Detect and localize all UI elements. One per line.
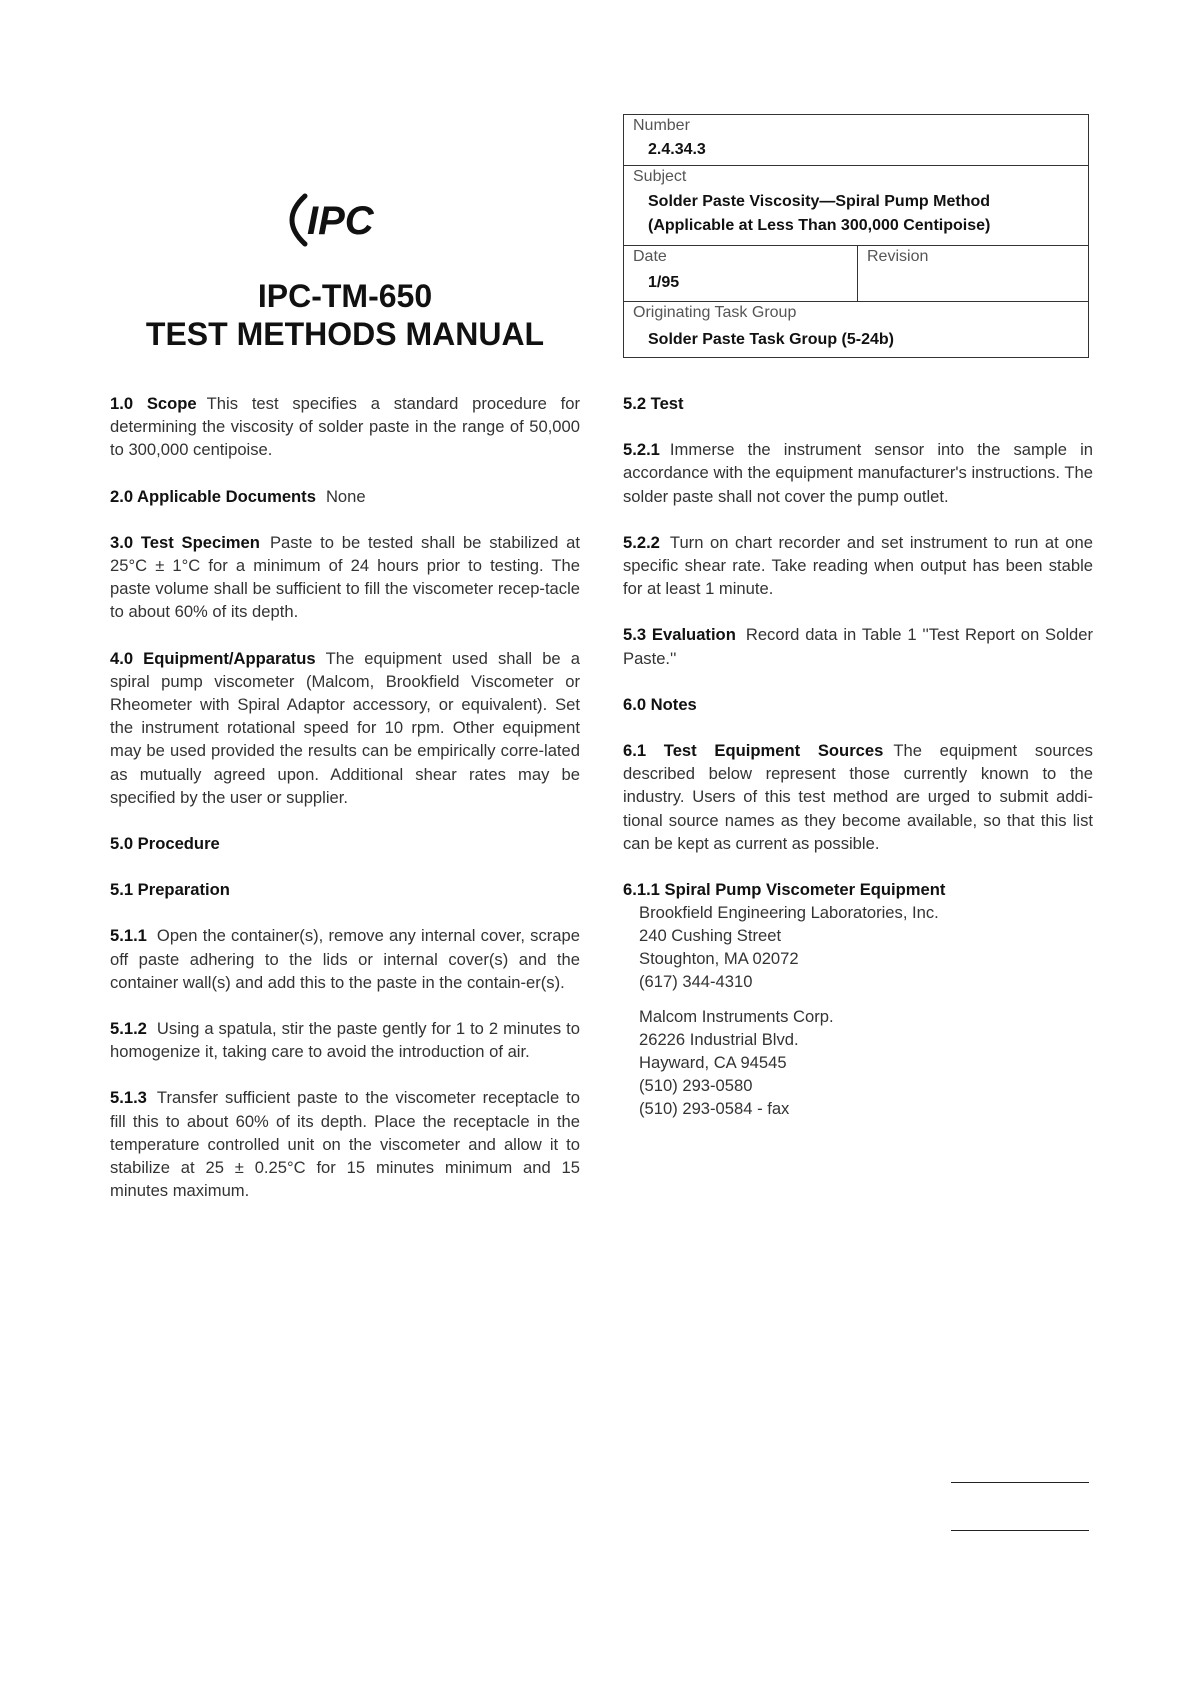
- spiral-pump-heading: 6.1.1 Spiral Pump Viscometer Equipment: [623, 880, 946, 900]
- task-group-row: [624, 302, 1088, 358]
- step-5-1-1-heading: 5.1.1: [110, 926, 147, 946]
- brookfield-address: [639, 901, 1093, 993]
- malcom-line-4: (510) 293-0580: [639, 1076, 753, 1096]
- subject-value: [648, 190, 990, 238]
- scope-section: [110, 392, 580, 462]
- step-5-1-3-heading: 5.1.3: [110, 1088, 147, 1108]
- equipment-sources-section: [623, 739, 1093, 855]
- preparation-heading: 5.1 Preparation: [110, 880, 230, 900]
- malcom-line-5: (510) 293-0584 - fax: [639, 1099, 790, 1119]
- test-specimen-heading: 3.0 Test Specimen: [110, 532, 260, 552]
- footer-rule-2: [951, 1530, 1089, 1531]
- left-column: [110, 392, 580, 1225]
- applicable-documents-text: None: [325, 486, 366, 506]
- subject-row: [624, 166, 1088, 246]
- number-label: Number: [633, 117, 690, 134]
- step-5-1-2: [110, 1017, 580, 1063]
- step-5-2-1-heading: 5.2.1: [623, 440, 660, 460]
- subject-label: Subject: [633, 168, 687, 185]
- step-5-1-2-heading: 5.1.2: [110, 1019, 147, 1039]
- step-5-2-1: [623, 438, 1093, 508]
- equipment-sources-text: The equipment sources described below represent those currently known to the industry. Users of this test method are urged to submit addi-tional source names as they become available, so that this list can be kept as current as possible.: [623, 741, 1093, 853]
- right-column: [623, 392, 1093, 1132]
- step-5-2-2: [623, 531, 1093, 601]
- date-row: [624, 246, 1088, 302]
- scope-text: This test specifies a standard procedure for determining the viscosity of solder paste in the range of 50,000 to 300,000 centipoise.: [110, 394, 580, 460]
- step-5-1-1: [110, 924, 580, 994]
- brookfield-line-3: Stoughton, MA 02072: [639, 949, 799, 969]
- brookfield-line-2: 240 Cushing Street: [639, 926, 782, 946]
- date-value: 1/95: [648, 274, 680, 291]
- date-label: Date: [633, 248, 667, 265]
- step-5-1-3: [110, 1086, 580, 1202]
- malcom-line-1: Malcom Instruments Corp.: [639, 1007, 834, 1027]
- equipment-sources-heading: 6.1 Test Equipment Sources: [623, 741, 884, 761]
- manual-title-line-1: IPC-TM-650: [257, 278, 433, 314]
- manual-title-line-2: TEST METHODS MANUAL: [145, 316, 545, 352]
- step-5-1-3-text: Transfer sufficient paste to the viscometer receptacle to fill this to about 60% of its depth. Place the receptacle in the temperature controlled unit on the viscometer and allow it to stabilize at 25 ± 0.25°C for 15 minutes minimum and 15 minutes maximum.: [110, 1088, 580, 1201]
- evaluation-section: [623, 623, 1093, 669]
- procedure-heading: 5.0 Procedure: [110, 834, 220, 854]
- brookfield-line-4: (617) 344-4310: [639, 972, 753, 992]
- brookfield-line-1: Brookfield Engineering Laboratories, Inc.: [639, 903, 939, 923]
- test-heading: 5.2 Test: [623, 394, 684, 413]
- malcom-line-3: Hayward, CA 94545: [639, 1053, 787, 1073]
- equipment-section: [110, 647, 580, 809]
- document-info-box: [623, 114, 1089, 358]
- test-specimen-section: [110, 531, 580, 624]
- test-specimen-text: Paste to be tested shall be stabilized at 25°C ± 1°C for a minimum of 24 hours prior to testing. The paste volume shall be sufficient to fill the viscometer recep-tacle to about 60% of its depth.: [110, 532, 580, 622]
- malcom-address: [639, 1005, 1093, 1120]
- footer-rule-1: [951, 1482, 1089, 1483]
- revision-cell: [857, 246, 929, 301]
- ipc-logo: [275, 190, 415, 250]
- step-5-2-2-text: Turn on chart recorder and set instrument to run at one specific shear rate. Take reading when output has been stable for at least 1 minute.: [623, 532, 1093, 599]
- task-group-value: Solder Paste Task Group (5-24b): [648, 331, 894, 348]
- malcom-line-2: 26226 Industrial Blvd.: [639, 1030, 799, 1050]
- subject-line-2: (Applicable at Less Than 300,000 Centipoise): [648, 217, 991, 234]
- equipment-text: The equipment used shall be a spiral pump viscometer (Malcom, Brookfield Viscometer or Rheometer with Spiral Adaptor accessory, or equivalent). Set the instrument rotational speed for 10 rpm. Other equipment may be used provided the results can be empirically corre-lated as mutually agreed upon. Additional shear rates may be specified by the user or supplier.: [110, 648, 580, 807]
- step-5-2-1-text: Immerse the instrument sensor into the sample in accordance with the equipment manufacturer's instructions. The solder paste shall not cover the pump outlet.: [623, 440, 1093, 506]
- subject-line-1: Solder Paste Viscosity—Spiral Pump Method: [648, 193, 991, 210]
- task-group-label: Originating Task Group: [633, 304, 797, 321]
- evaluation-text: Record data in Table 1 ''Test Report on Solder Paste.'': [623, 625, 1093, 668]
- evaluation-heading: 5.3 Evaluation: [623, 625, 736, 645]
- scope-heading: 1.0 Scope: [110, 394, 197, 413]
- ipc-logo-text: IPC: [307, 199, 374, 243]
- manual-title: [110, 277, 580, 353]
- revision-label: Revision: [867, 248, 929, 265]
- equipment-heading: 4.0 Equipment/Apparatus: [110, 648, 316, 668]
- notes-heading: 6.0 Notes: [623, 694, 697, 714]
- number-row: [624, 115, 1088, 166]
- number-value: 2.4.34.3: [648, 141, 706, 158]
- step-5-2-2-heading: 5.2.2: [623, 532, 660, 552]
- applicable-documents-section: [110, 485, 580, 508]
- step-5-1-2-text: Using a spatula, stir the paste gently for 1 to 2 minutes to homogenize it, taking care to avoid the introduction of air.: [110, 1019, 580, 1062]
- step-5-1-1-text: Open the container(s), remove any internal cover, scrape off paste adhering to the lids or internal cover(s) and the container wall(s) and add this to the paste in the contain-er(s).: [110, 926, 580, 992]
- applicable-documents-heading: 2.0 Applicable Documents: [110, 486, 316, 506]
